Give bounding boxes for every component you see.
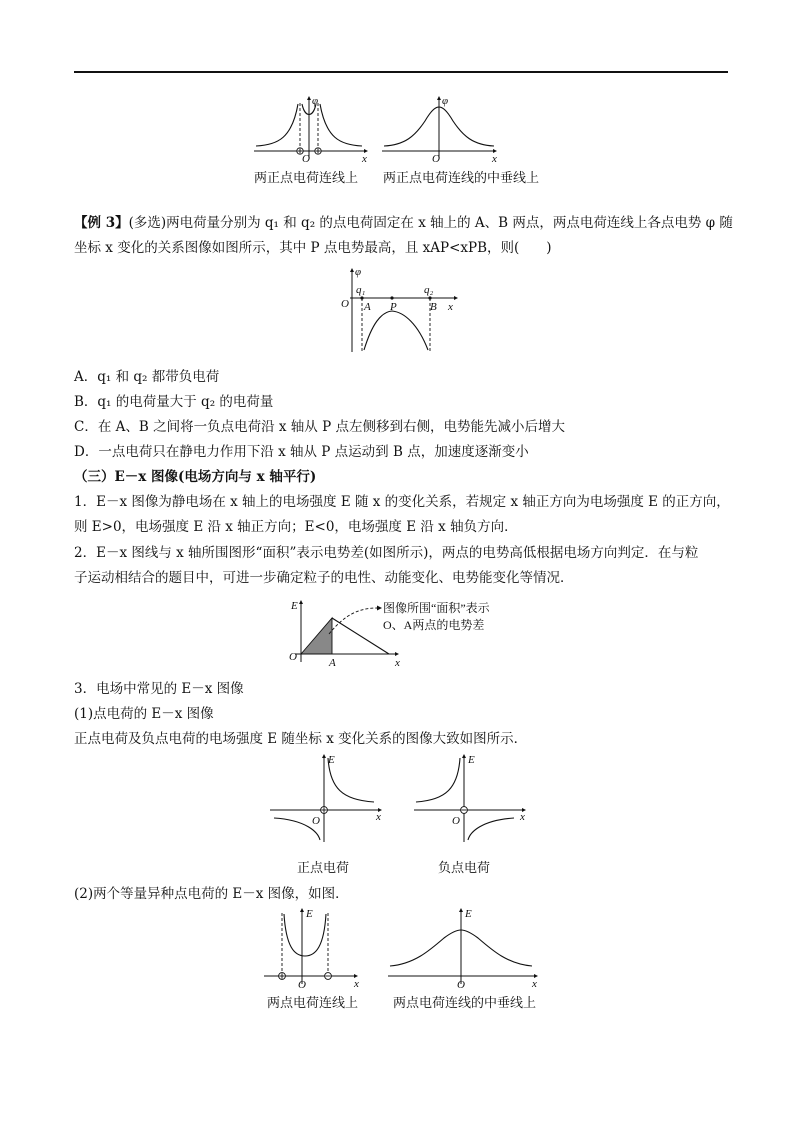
- figure-e-x-pair-bisector: [384, 906, 549, 991]
- svg-text:O: O: [289, 651, 297, 663]
- figure-phi-two-positive-line: [250, 96, 370, 166]
- area-note-line1: 图像所围“面积”表示: [383, 601, 490, 615]
- svg-text:x: x: [395, 657, 400, 669]
- svg-text:φ: φ: [355, 266, 362, 278]
- svg-text:E: E: [468, 754, 475, 766]
- svg-text:P: P: [390, 301, 397, 313]
- svg-text:q₁: q₁: [356, 284, 366, 296]
- svg-text:x: x: [492, 153, 497, 165]
- axis-x-label: x: [362, 153, 367, 165]
- figure-example3-phi-x: [338, 266, 468, 356]
- figure-e-x-area: [285, 598, 515, 670]
- svg-text:O: O: [298, 979, 306, 991]
- area-note-line2: O、A两点的电势差: [383, 618, 485, 632]
- figure-e-x-pair-line: [260, 906, 372, 991]
- origin-label: O: [302, 153, 310, 165]
- svg-text:O: O: [312, 815, 320, 827]
- section3-p2-line1: 2．E－x 图线与 x 轴所围图形“面积”表示电势差(如图所示)，两点的电势高低根据电场方向判定．在与粒: [74, 545, 699, 561]
- svg-text:E: E: [328, 754, 335, 766]
- section3-p3: 3．电场中常见的 E－x 图像: [74, 681, 244, 697]
- svg-text:E: E: [465, 908, 472, 920]
- svg-text:x: x: [448, 301, 453, 313]
- caption-two-positive-line: 两正点电荷连线上: [254, 171, 359, 186]
- svg-text:E: E: [291, 600, 298, 612]
- option-b: B．q₁ 的电荷量大于 q₂ 的电荷量: [74, 394, 274, 410]
- svg-text:x: x: [354, 978, 359, 990]
- axis-phi-label: φ: [312, 95, 319, 107]
- caption-two-positive-bisector: 两正点电荷连线的中垂线上: [383, 171, 540, 186]
- svg-text:φ: φ: [442, 95, 449, 107]
- svg-text:O: O: [457, 979, 465, 991]
- section3-p3-1: (1)点电荷的 E－x 图像: [74, 706, 214, 722]
- option-a: A．q₁ 和 q₂ 都带负电荷: [74, 369, 220, 385]
- svg-text:q₂: q₂: [424, 284, 434, 296]
- section3-p3-1-desc: 正点电荷及负点电荷的电场强度 E 随坐标 x 变化关系的图像大致如图所示．: [74, 731, 528, 747]
- svg-text:x: x: [376, 811, 381, 823]
- header-rule: [74, 71, 728, 73]
- figure-e-x-negative-charge: [410, 752, 535, 844]
- svg-text:x: x: [532, 978, 537, 990]
- svg-text:A: A: [329, 657, 336, 669]
- svg-text:O: O: [341, 298, 349, 310]
- caption-pair-bisector: 两点电荷连线的中垂线上: [393, 996, 537, 1011]
- caption-positive-charge: 正点电荷: [297, 861, 350, 876]
- svg-text:x: x: [520, 811, 525, 823]
- section3-heading: （三）E－x 图像(电场方向与 x 轴平行): [74, 469, 317, 485]
- svg-text:E: E: [306, 908, 313, 920]
- section3-p1-line1: 1．E－x 图像为静电场在 x 轴上的电场强度 E 随 x 的变化关系，若规定 x 轴正方向为电场强度 E 的正方向，: [74, 494, 730, 510]
- caption-negative-charge: 负点电荷: [438, 861, 491, 876]
- example3-line2: 坐标 x 变化的关系图像如图所示，其中 P 点电势最高，且 xAP<xPB，则( ): [74, 240, 552, 256]
- caption-pair-line: 两点电荷连线上: [267, 996, 359, 1011]
- svg-text:O: O: [452, 815, 460, 827]
- section3-p1-line2: 则 E>0，电场强度 E 沿 x 轴正方向；E<0，电场强度 E 沿 x 轴负方向．: [74, 519, 518, 535]
- section3-p2-line2: 子运动相结合的题目中，可进一步确定粒子的电性、动能变化、电势能变化等情况．: [74, 570, 574, 586]
- example3-line1: 【例 3】(多选)两电荷量分别为 q₁ 和 q₂ 的点电荷固定在 x 轴上的 A、B 两点，两点电荷连线上各点电势 φ 随: [74, 215, 733, 231]
- example3-tag: 【例 3】: [74, 215, 129, 231]
- svg-text:A: A: [364, 301, 371, 313]
- svg-text:O: O: [432, 153, 440, 165]
- option-d: D．一点电荷只在静电力作用下沿 x 轴从 P 点运动到 B 点，加速度逐渐变小: [74, 444, 529, 460]
- section3-p3-2: (2)两个等量异种点电荷的 E－x 图像，如图．: [74, 886, 349, 902]
- figure-e-x-positive-charge: [266, 752, 391, 844]
- svg-text:B: B: [430, 301, 437, 313]
- figure-phi-two-positive-bisector: [380, 96, 505, 166]
- option-c: C．在 A、B 之间将一负点电荷沿 x 轴从 P 点左侧移到右侧，电势能先减小后增大: [74, 419, 565, 435]
